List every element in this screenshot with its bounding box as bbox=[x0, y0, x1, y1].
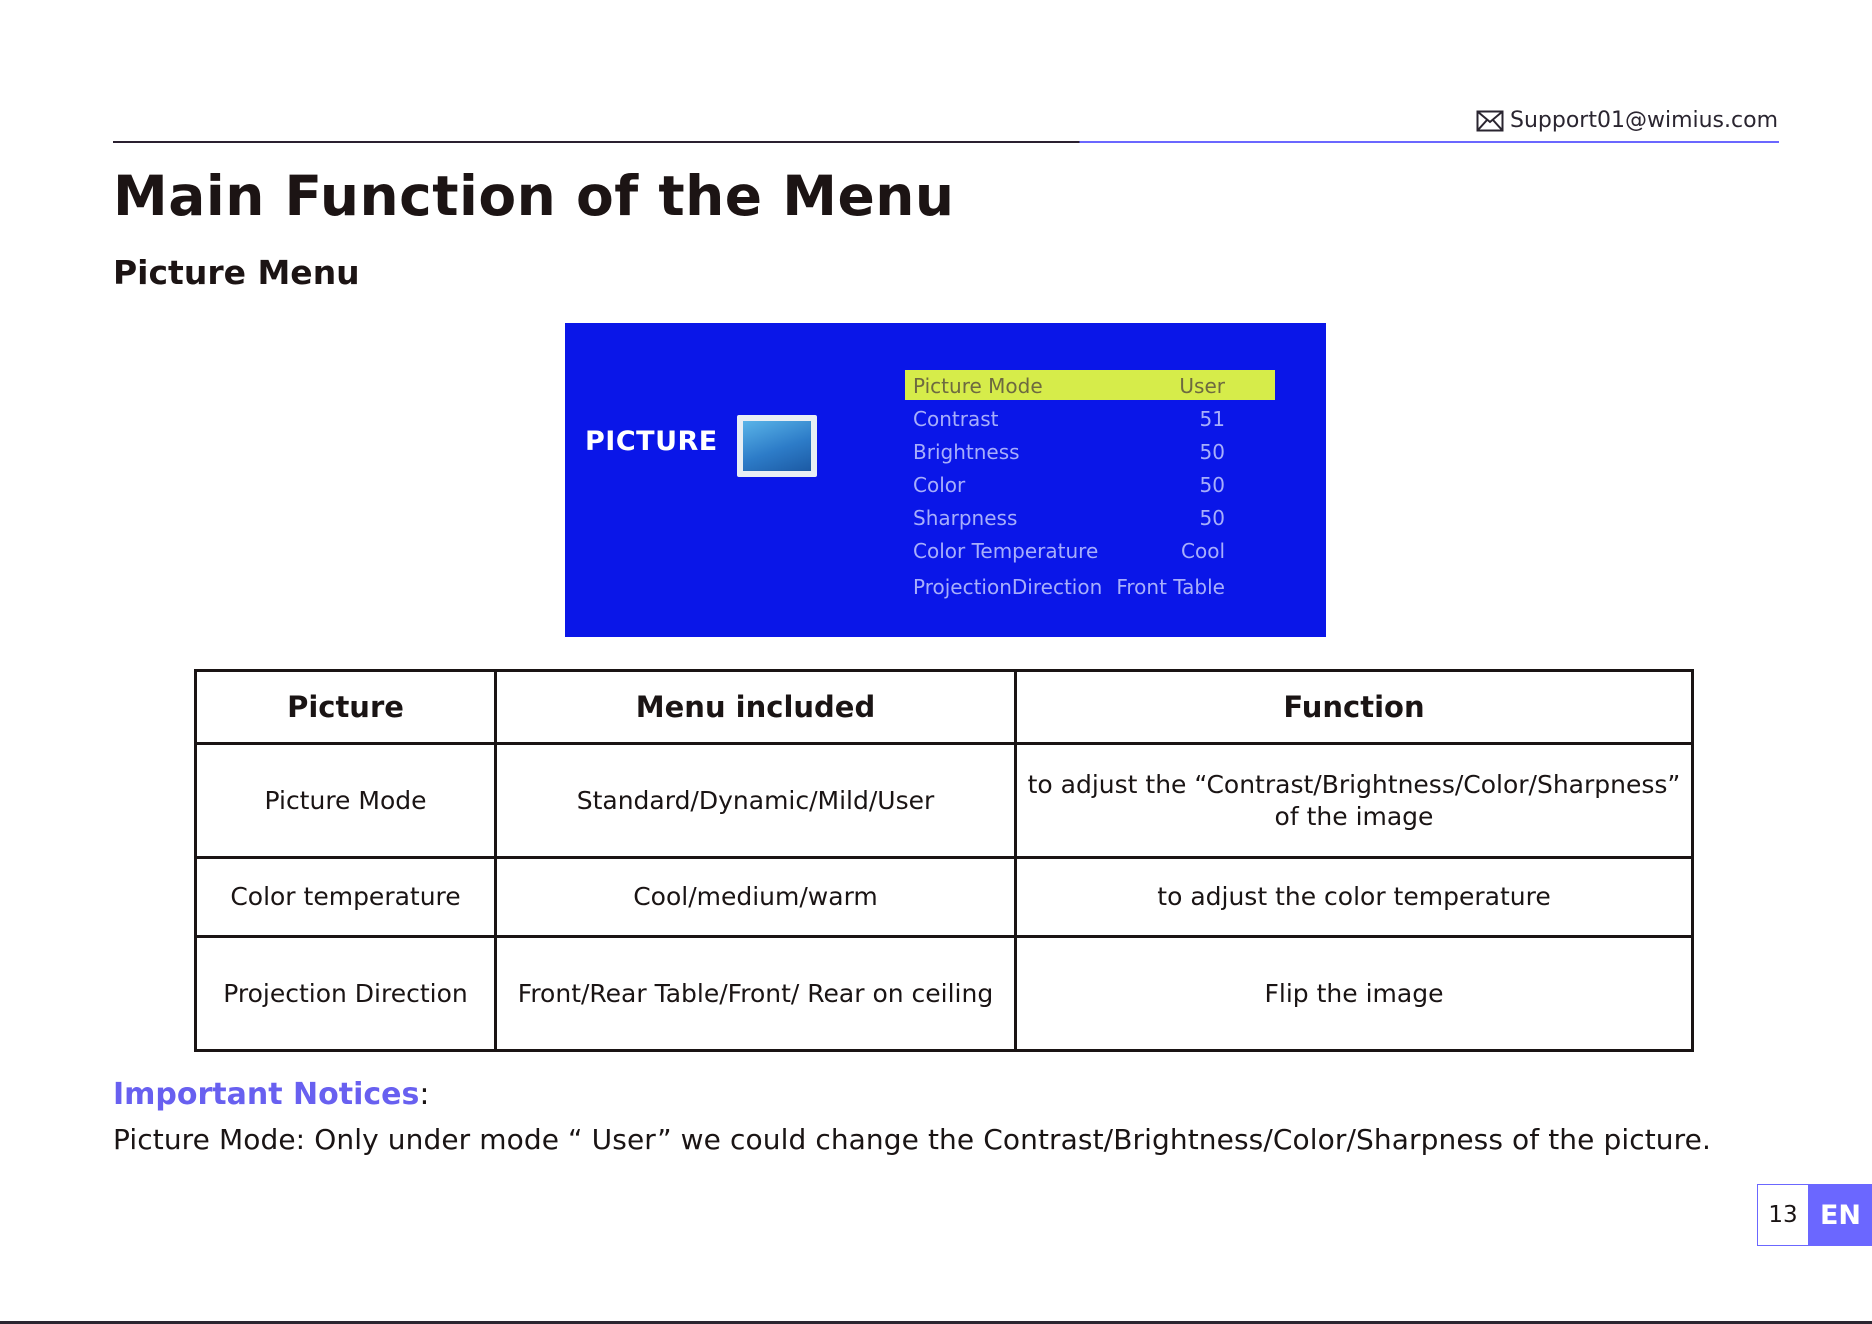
mail-icon bbox=[1476, 110, 1504, 132]
monitor-icon bbox=[737, 415, 817, 477]
osd-heading: PICTURE bbox=[585, 426, 718, 457]
table-cell: Standard/Dynamic/Mild/User bbox=[496, 744, 1016, 858]
table-cell: Picture Mode bbox=[196, 744, 496, 858]
table-row bbox=[196, 744, 1693, 858]
osd-row-contrast bbox=[905, 403, 1275, 433]
table-cell: Flip the image bbox=[1016, 937, 1693, 1051]
osd-row-value: Cool bbox=[1181, 539, 1225, 563]
osd-row-label: Color Temperature bbox=[913, 539, 1099, 563]
table-header-row bbox=[196, 671, 1693, 744]
osd-row-label: Contrast bbox=[913, 407, 999, 431]
osd-row-label: ProjectionDirection bbox=[913, 575, 1103, 599]
osd-row-label: Picture Mode bbox=[913, 374, 1043, 398]
important-notice-text: Picture Mode: Only under mode “ User” we could change the Contrast/Brightness/Color/Sharpness of the picture. bbox=[113, 1123, 1711, 1156]
important-notices-heading bbox=[113, 1077, 429, 1112]
table-header-cell: Function bbox=[1016, 671, 1693, 744]
table-cell: Front/Rear Table/Front/ Rear on ceiling bbox=[496, 937, 1016, 1051]
table-header-cell: Menu included bbox=[496, 671, 1016, 744]
osd-row-value: 51 bbox=[1199, 407, 1225, 431]
support-email[interactable] bbox=[1476, 108, 1778, 133]
table-cell: Color temperature bbox=[196, 858, 496, 937]
header-divider bbox=[113, 141, 1779, 143]
osd-row-value: 50 bbox=[1199, 506, 1225, 530]
table-cell: Projection Direction bbox=[196, 937, 496, 1051]
osd-row-value: Front Table bbox=[1116, 575, 1225, 599]
osd-row-color bbox=[905, 469, 1275, 499]
email-text: Support01@wimius.com bbox=[1510, 108, 1778, 133]
picture-menu-table bbox=[194, 669, 1694, 1052]
osd-row-brightness bbox=[905, 436, 1275, 466]
osd-row-value: User bbox=[1179, 374, 1225, 398]
osd-row-projection-direction bbox=[905, 571, 1275, 601]
notice-heading-colon: : bbox=[419, 1077, 430, 1112]
osd-row-label: Brightness bbox=[913, 440, 1020, 464]
table-row bbox=[196, 858, 1693, 937]
table-header-cell: Picture bbox=[196, 671, 496, 744]
section-subtitle: Picture Menu bbox=[113, 253, 360, 292]
osd-row-color-temperature bbox=[905, 535, 1275, 565]
osd-row-picture-mode bbox=[905, 370, 1275, 400]
osd-row-label: Color bbox=[913, 473, 966, 497]
osd-row-label: Sharpness bbox=[913, 506, 1018, 530]
notice-heading-text: Important Notices bbox=[113, 1077, 420, 1112]
table-cell: to adjust the color temperature bbox=[1016, 858, 1693, 937]
page-number: 13 bbox=[1757, 1184, 1809, 1246]
osd-row-sharpness bbox=[905, 502, 1275, 532]
osd-row-value: 50 bbox=[1199, 440, 1225, 464]
osd-row-value: 50 bbox=[1199, 473, 1225, 497]
table-cell: to adjust the “Contrast/Brightness/Color/Sharpness” of the image bbox=[1016, 744, 1693, 858]
picture-menu-screenshot bbox=[565, 323, 1326, 637]
page-title: Main Function of the Menu bbox=[113, 164, 955, 228]
table-cell: Cool/medium/warm bbox=[496, 858, 1016, 937]
language-badge: EN bbox=[1809, 1184, 1872, 1246]
table-row bbox=[196, 937, 1693, 1051]
